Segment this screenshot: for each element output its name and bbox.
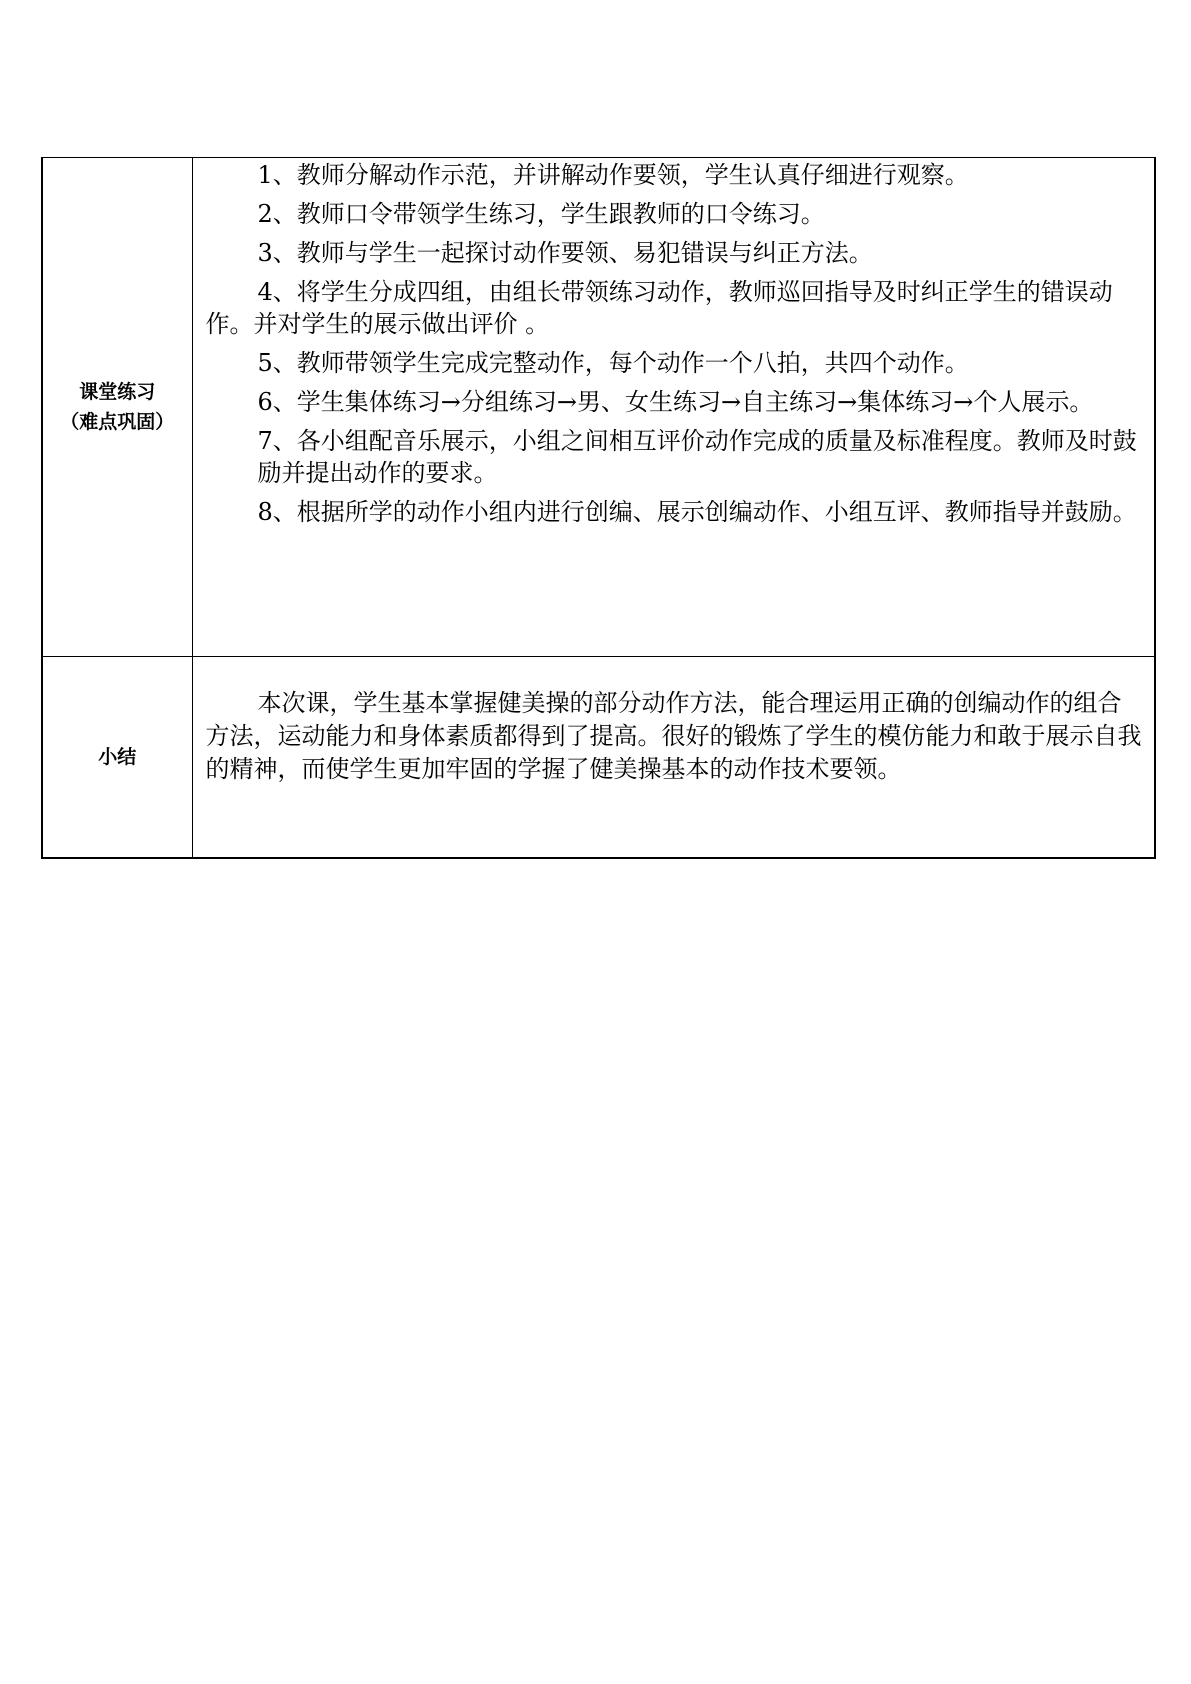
practice-label-cell xyxy=(42,158,192,657)
summary-text: 本次课，学生基本掌握健美操的部分动作方法，能合理运用正确的创编动作的组合方法，运动能力和身体素质都得到了提高。很好的锻炼了学生的模仿能力和敢于展示自我的精神，而使学生更加牢固的学握了健美操基本的动作技术要领。 xyxy=(205,689,1142,783)
summary-label-cell xyxy=(42,657,192,859)
practice-item-1: 1、教师分解动作示范，并讲解动作要领，学生认真仔细进行观察。 xyxy=(257,161,969,189)
summary-content-cell xyxy=(192,657,1155,859)
practice-item-4: 4、将学生分成四组，由组长带领练习动作，教师巡回指导及时纠正学生的错误动作。并对学生的展示做出评价 。 xyxy=(205,278,1113,338)
summary-label: 小结 xyxy=(98,746,137,768)
practice-item-2: 2、教师口令带领学生练习，学生跟教师的口令练习。 xyxy=(257,200,825,228)
practice-label: 课堂练习 xyxy=(79,381,156,403)
practice-item-3: 3、教师与学生一起探讨动作要领、易犯错误与纠正方法。 xyxy=(257,239,873,267)
practice-sublabel: （难点巩固） xyxy=(60,411,175,433)
practice-row xyxy=(42,158,1155,657)
practice-item-7: 7、各小组配音乐展示，小组之间相互评价动作完成的质量及标准程度。教师及时鼓励并提出动作的要求。 xyxy=(257,427,1137,487)
practice-content-cell xyxy=(192,158,1155,657)
summary-row xyxy=(42,657,1155,859)
practice-item-5: 5、教师带领学生完成完整动作，每个动作一个八拍，共四个动作。 xyxy=(257,349,969,377)
practice-item-8: 8、根据所学的动作小组内进行创编、展示创编动作、小组互评、教师指导并鼓励。 xyxy=(257,498,1137,526)
practice-item-6: 6、学生集体练习→分组练习→男、女生练习→自主练习→集体练习→个人展示。 xyxy=(257,388,1094,416)
lesson-plan-table xyxy=(41,157,1156,859)
